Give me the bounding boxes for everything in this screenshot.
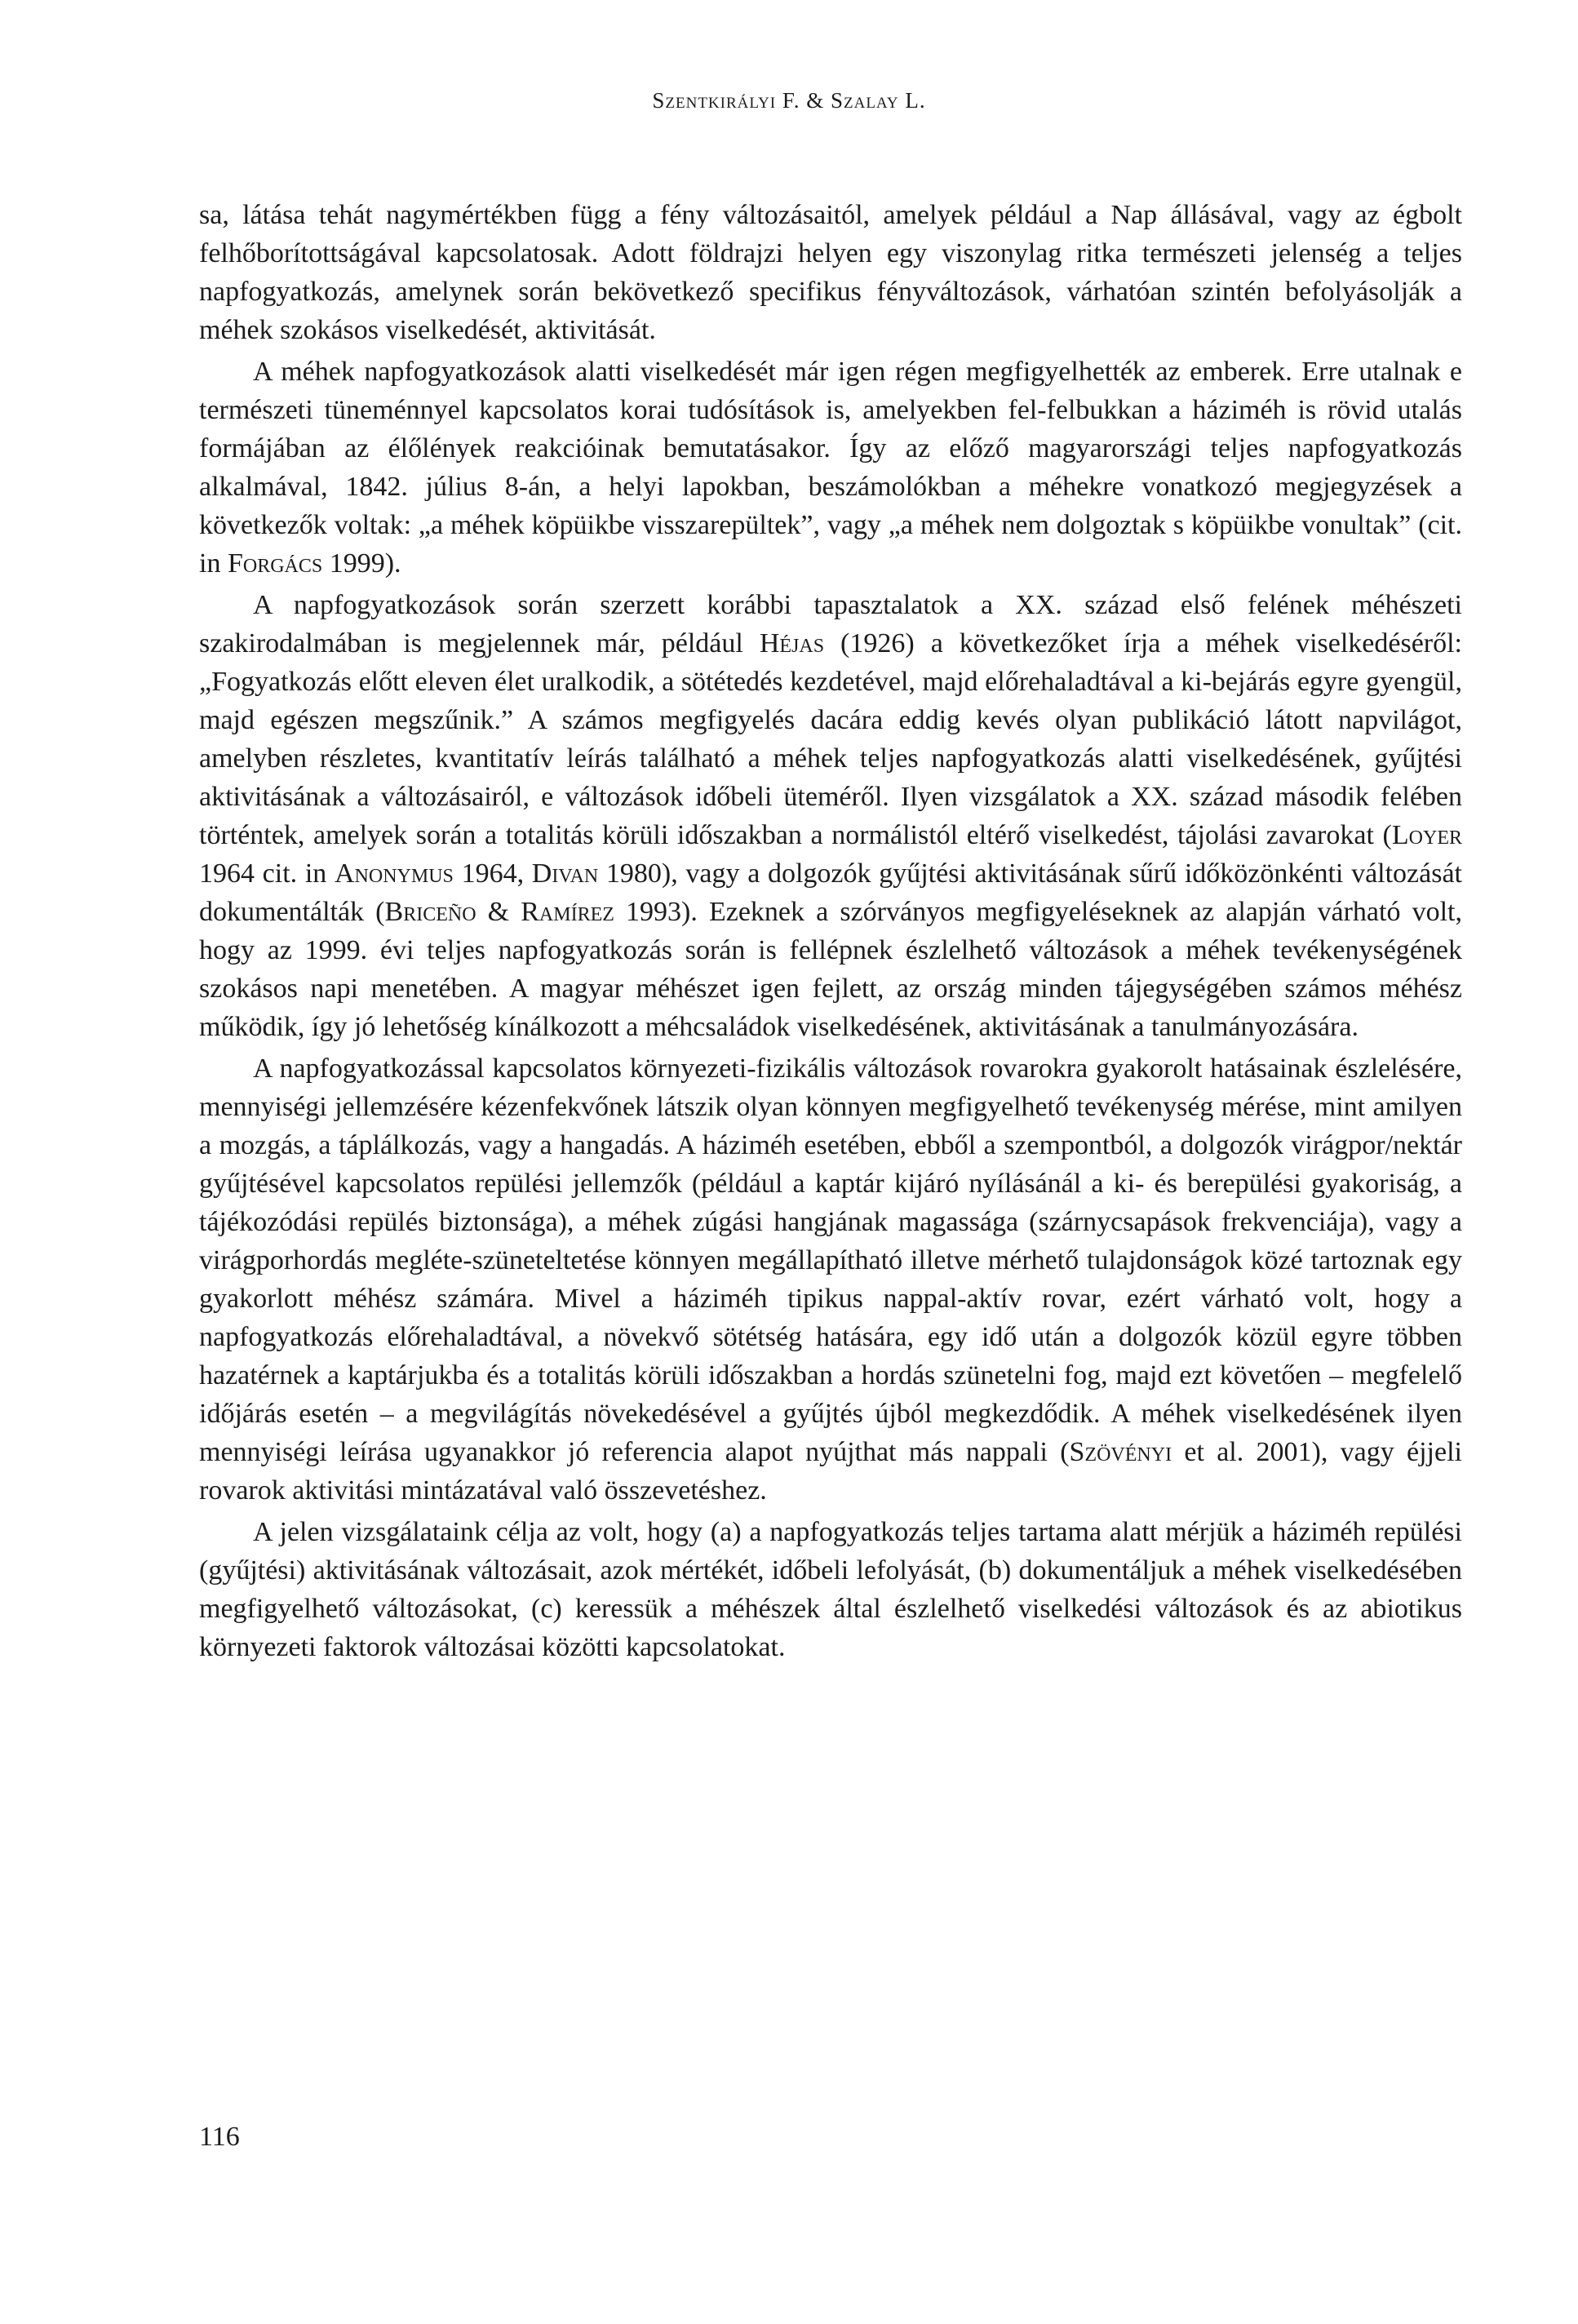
- paragraph-2-text-a: A méhek napfogyatkozások alatti viselkedését már igen régen megfigyelhették az emberek. Erre utalnak e természeti tüneménnyel kapcsolatos korai tudósítások is, amelyekben fel-felbukkan a háziméh is rövid utalás formájában az élőlények reakcióinak bemutatásakor. Így az előző magyarországi teljes napfogyatkozás alkalmával, 1842. július 8-án, a helyi lapokban, beszámolókban a méhekre vonatkozó megjegyzések a következők voltak: „a méhek köpüikbe visszarepültek”, vagy „a méhek nem dolgoztak s köpüikbe vonultak” (cit. in: [199, 357, 1462, 579]
- paragraph-3: [199, 586, 1462, 1046]
- citation-loyer: Loyer: [1391, 820, 1462, 850]
- paragraph-3-text-e: 1980), vagy a dolgozók gyűjtési aktivitásának sűrű időközönkénti változását dokumentálták (: [199, 858, 1463, 927]
- paragraph-4-text-a: A napfogyatkozással kapcsolatos környezeti-fizikális változások rovarokra gyakorolt hatásainak észlelésére, mennyiségi jellemzésére kézenfekvőnek látszik olyan könnyen megfigyelhető tevékenység mérése, mint amilyen a mozgás, a táplálkozás, vagy a hangadás. A háziméh esetében, ebből a szempontból, a dolgozók virágpor/nektár gyűjtésével kapcsolatos repülési jellemzők (például a kaptár kijáró nyílásánál a ki- és berepülési gyakoriság, a tájékozódási repülés biztonsága), a méhek zúgási hangjának magassága (szárnycsapások frekvenciája), vagy a virágporhordás megléte-szüneteltetése könnyen megállapítható illetve mérhető tulajdonságok közé tartoznak egy gyakorlott méhész számára. Mivel a háziméh tipikus nappal-aktív rovar, ezért várható volt, hogy a napfogyatkozás előrehaladtával, a növekvő sötétség hatására, egy idő után a dolgozók közül egyre többen hazatérnek a kaptárjukba és a totalitás körüli időszakban a hordás szünetelni fog, majd ezt követően – megfelelő időjárás esetén – a megvilágítás növekedésével a gyűjtés újból megkezdődik. A méhek viselkedésének ilyen mennyiségi leírása ugyanakkor jó referencia alapot nyújthat más nappali (: [199, 1053, 1462, 1467]
- paragraph-3-text-f: 1993). Ezeknek a szórványos megfigyeléseknek az alapján várható volt, hogy az 1999. évi teljes napfogyatkozás során is fellépnek észlelhető változások a méhek tevékenységének szokásos napi menetében. A magyar méhészet igen fejlett, az ország minden tájegységében számos méhész működik, így jó lehetőség kínálkozott a méhcsaládok viselkedésének, aktivitásának a tanulmányozására.: [199, 897, 1462, 1042]
- page-number: 116: [199, 2122, 240, 2152]
- paragraph-4-text-b: et al. 2001), vagy éjjeli rovarok aktivitási mintázatával való összevetéshez.: [199, 1437, 1462, 1506]
- article-body: [199, 196, 1462, 1666]
- paragraph-2-text-b: 1999).: [322, 548, 401, 579]
- paragraph-3-text-d: 1964,: [453, 858, 532, 889]
- paragraph-3-text-b: (1926) a következőket írja a méhek viselkedéséről: „Fogyatkozás előtt eleven élet uralkodik, a sötétedés kezdetével, majd előrehaladtával a ki-bejárás egyre gyengül, majd egészen megszűnik.” A számos megfigyelés dacára eddig kevés olyan publikáció látott napvilágot, amelyben részletes, kvantitatív leírás található a méhek teljes napfogyatkozás alatti viselkedésének, gyűjtési aktivitásának a változásairól, e változások időbeli üteméről. Ilyen vizsgálatok a XX. század második felében történtek, amelyek során a totalitás körüli időszakban a normálistól eltérő viselkedést, tájolási zavarokat (: [199, 628, 1462, 850]
- citation-divan: Divan: [531, 858, 599, 889]
- running-header: Szentkirályi F. & Szalay L.: [652, 88, 926, 113]
- paragraph-4: [199, 1049, 1462, 1510]
- paragraph-5: A jelen vizsgálataink célja az volt, hogy (a) a napfogyatkozás teljes tartama alatt mérjük a háziméh repülési (gyűjtési) aktivitásának változásait, azok mértékét, időbeli lefolyását, (b) dokumentáljuk a méhek viselkedésében megfigyelhető változásokat, (c) keressük a méhészek által észlelhető viselkedési változások és az abiotikus környezeti faktorok változásai közötti kapcsolatokat.: [199, 1517, 1462, 1662]
- paragraph-2: [199, 353, 1462, 583]
- paragraph-3-text-a: A napfogyatkozások során szerzett korábbi tapasztalatok a XX. század első felének méhészeti szakirodalmában is megjelennek már, például: [199, 590, 1462, 659]
- citation-briceno-ramirez: Briceño & Ramírez: [384, 897, 614, 927]
- paragraph-3-text-c: 1964 cit. in: [199, 858, 335, 889]
- citation-forgacs: Forgács: [227, 548, 323, 579]
- citation-szovenyi: Szövényi: [1069, 1437, 1172, 1467]
- paragraph-1: sa, látása tehát nagymértékben függ a fény változásaitól, amelyek például a Nap állásával, vagy az égbolt felhőborítottságával kapcsolatosak. Adott földrajzi helyen egy viszonylag ritka természeti jelenség a teljes napfogyatkozás, amelynek során bekövetkező specifikus fényváltozások, várhatóan szintén befolyásolják a méhek szokásos viselkedését, aktivitását.: [199, 200, 1462, 345]
- citation-anonymus: Anonymus: [335, 858, 454, 889]
- citation-hejas: Héjas: [759, 628, 825, 659]
